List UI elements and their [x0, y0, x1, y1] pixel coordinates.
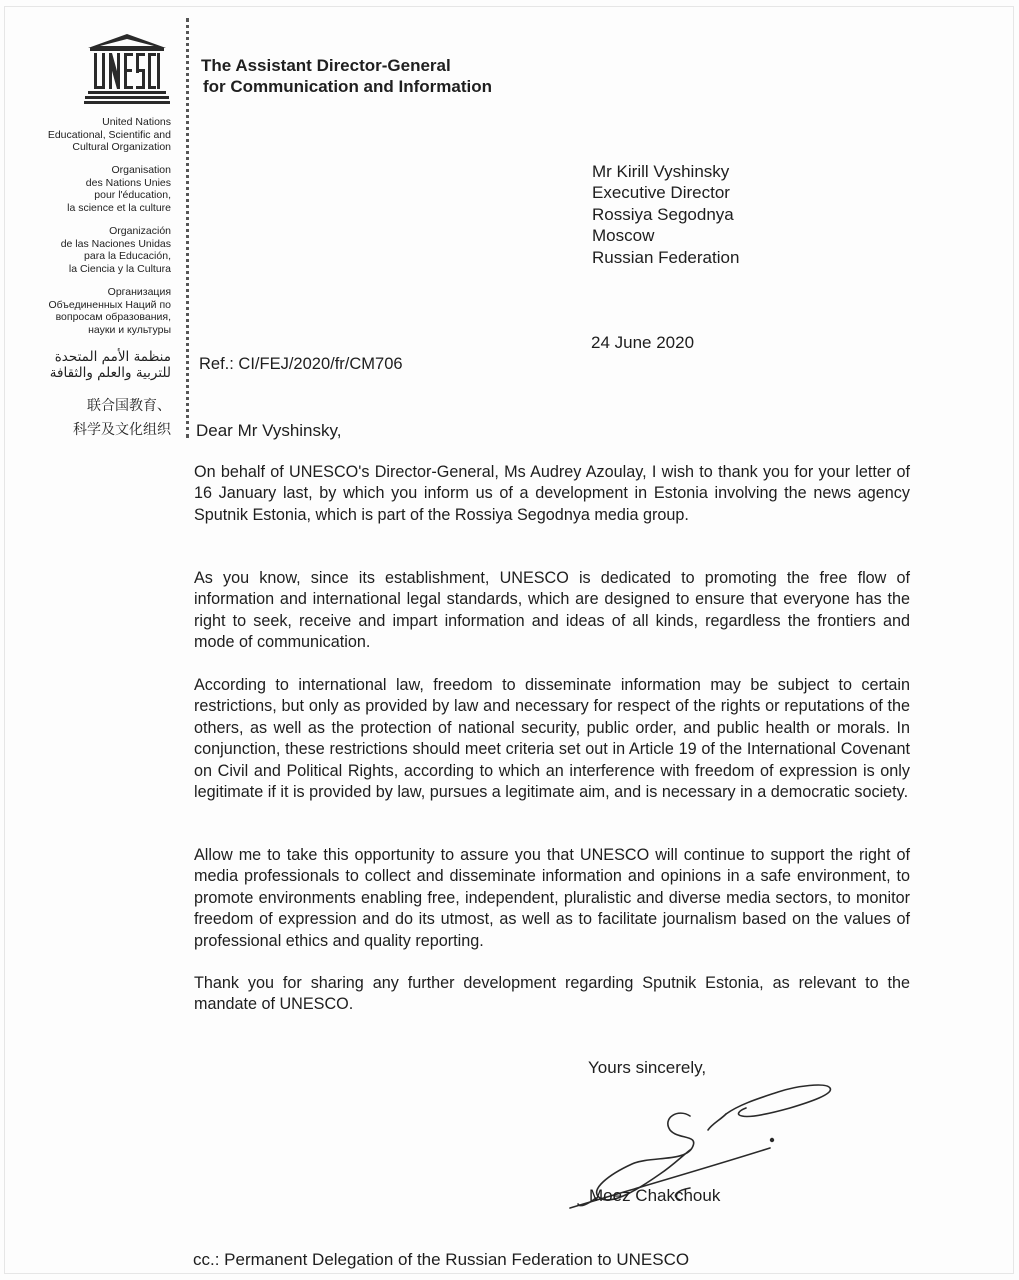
- org-name-line: la science et la culture: [67, 201, 171, 214]
- org-name-line: Организация: [107, 286, 171, 298]
- vertical-dotted-divider: [186, 18, 189, 438]
- org-name-line: науки и культуры: [88, 323, 171, 336]
- body-paragraph: On behalf of UNESCO's Director-General, Ms Audrey Azoulay, I wish to thank you for your letter of 16 January last, by which you inform us of a development in Estonia involving the news agency Sputnik Estonia, which is part of the Rossiya Segodnya media group.: [194, 463, 910, 524]
- org-name-line: Organización: [109, 225, 171, 237]
- salutation: Dear Mr Vyshinsky,: [196, 421, 342, 440]
- org-name-line: para la Educación,: [84, 250, 171, 262]
- letterhead-title: [201, 55, 492, 97]
- org-name-french: [67, 164, 171, 214]
- body-paragraph: As you know, since its establishment, UNESCO is dedicated to promoting the free flow of information and international legal standards, which are designed to ensure that everyone has the right to seek, receive and impart information and ideas of all kinds, regardless the frontiers and mode of communication.: [194, 569, 910, 652]
- org-name-russian: [48, 286, 171, 336]
- org-name-line: Organisation: [111, 164, 171, 176]
- org-name-line: pour l'éducation,: [94, 189, 171, 201]
- recipient-line: Mr Kirill Vyshinsky: [592, 162, 730, 181]
- recipient-line: Moscow: [592, 226, 655, 246]
- reference-number: Ref.: CI/FEJ/2020/fr/CM706: [199, 355, 403, 373]
- org-name-line: United Nations: [102, 116, 171, 128]
- org-name-line: Cultural Organization: [72, 141, 171, 153]
- recipient-line: Rossiya Segodnya: [592, 204, 734, 224]
- org-name-line: 科学及文化组织: [73, 422, 171, 438]
- signatory-name: Moez Chakchouk: [589, 1186, 721, 1205]
- letterhead-title-line: The Assistant Director-General: [201, 56, 451, 75]
- recipient-line: Executive Director: [592, 183, 730, 203]
- org-name-line: Educational, Scientific and: [47, 128, 171, 141]
- org-name-line: вопросам образования,: [55, 311, 171, 323]
- org-name-line: 联合国教育、: [87, 398, 171, 414]
- org-name-line: des Nations Unies: [85, 176, 171, 189]
- org-name-line: للتربية والعلم والثقافة: [49, 365, 171, 381]
- body-paragraph: Allow me to take this opportunity to assure you that UNESCO will continue to support the right of media professionals to collect and disseminate information and opinions in a safe environment, to promote environments enabling free, independent, pluralistic and diverse media sectors, to monitor freedom of expression and do its utmost, as well as to facilitate journalism based on the values of professional ethics and quality reporting.: [194, 846, 910, 950]
- org-name-arabic: [50, 349, 171, 381]
- body-paragraph: Thank you for sharing any further development regarding Sputnik Estonia, as relevant to the mandate of UNESCO.: [194, 974, 910, 1014]
- recipient-line: Russian Federation: [592, 247, 740, 267]
- recipient-address: [592, 161, 739, 268]
- cc-line: cc.: Permanent Delegation of the Russian Federation to UNESCO: [193, 1250, 690, 1269]
- closing-phrase: Yours sincerely,: [588, 1058, 707, 1077]
- org-name-english: [48, 116, 171, 154]
- letterhead-title-line: for Communication and Information: [203, 77, 492, 96]
- unesco-logo: [84, 32, 170, 104]
- org-name-line: Объединенных Наций по: [48, 298, 171, 311]
- org-name-spanish: [61, 225, 171, 275]
- letter-date: 24 June 2020: [591, 333, 695, 352]
- unesco-temple-icon: [84, 32, 170, 104]
- org-name-line: منظمة الأمم المتحدة: [54, 349, 171, 365]
- org-name-line: de las Naciones Unidas: [60, 237, 171, 250]
- body-paragraph: According to international law, freedom to disseminate information may be subject to certain restrictions, but only as provided by law and necessary for respect of the rights or reputations of the others, as well as the protection of national security, public order, and public health or morals. In conjunction, these restrictions should meet criteria set out in Article 19 of the International Covenant on Civil and Political Rights, according to which an interference with freedom of expression is only legitimate if it is provided by law, pursues a legitimate aim, and is necessary in a democratic society.: [194, 676, 910, 802]
- org-name-line: la Ciencia y la Cultura: [68, 262, 171, 275]
- org-name-chinese: [73, 394, 171, 442]
